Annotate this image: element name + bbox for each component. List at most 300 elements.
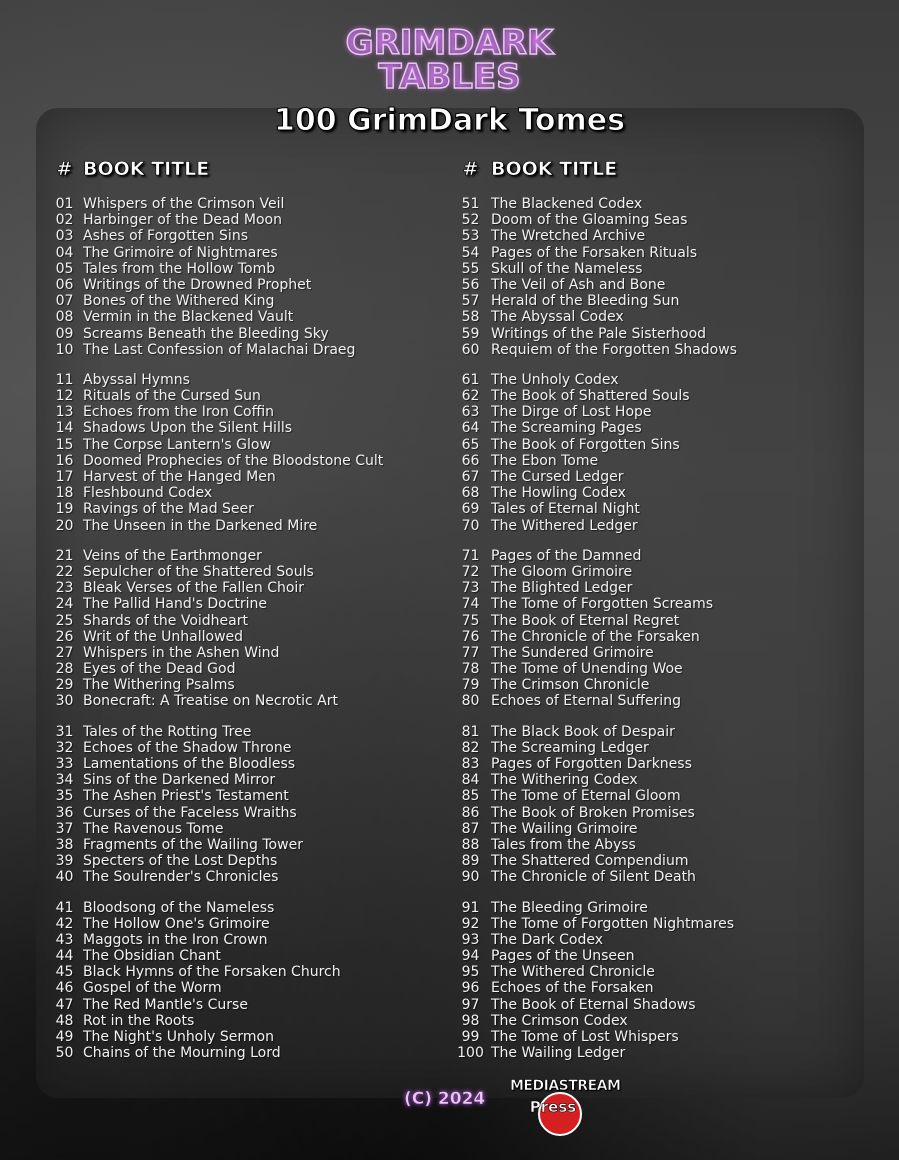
book-title: Maggots in the Iron Crown <box>83 931 268 948</box>
book-row <box>46 309 383 325</box>
book-title: Writings of the Pale Sisterhood <box>491 325 707 342</box>
book-row <box>46 756 383 772</box>
book-row <box>46 372 383 388</box>
book-number: 98 <box>461 1012 480 1029</box>
book-title: Fragments of the Wailing Tower <box>83 836 303 853</box>
book-row <box>450 980 737 996</box>
book-title: Gospel of the Worm <box>83 980 222 997</box>
book-row <box>450 756 737 772</box>
book-number: 77 <box>461 644 480 661</box>
book-row <box>46 740 383 756</box>
book-title: The Book of Broken Promises <box>491 804 695 821</box>
book-number: 38 <box>55 836 74 853</box>
book-row <box>46 1013 383 1029</box>
book-title: The Tome of Eternal Gloom <box>491 788 681 805</box>
book-number: 51 <box>461 196 480 212</box>
book-row <box>46 293 383 309</box>
book-row <box>46 501 383 517</box>
book-title: Black Hymns of the Forsaken Church <box>83 964 341 981</box>
book-group <box>450 900 737 1062</box>
book-title: Shadows Upon the Silent Hills <box>83 420 293 437</box>
book-number: 92 <box>461 915 480 932</box>
book-row <box>450 1045 737 1061</box>
book-title: Bleak Verses of the Fallen Choir <box>83 580 305 597</box>
book-row <box>46 932 383 948</box>
right-book-list <box>450 196 737 1061</box>
book-row <box>46 1029 383 1045</box>
book-title: Tales from the Abyss <box>491 836 636 853</box>
book-group <box>46 548 383 710</box>
book-row <box>450 293 737 309</box>
book-number: 24 <box>55 596 74 613</box>
book-title: Shards of the Voidheart <box>83 612 248 629</box>
book-title: The Howling Codex <box>491 485 626 502</box>
book-row <box>46 772 383 788</box>
book-number: 82 <box>461 739 480 756</box>
book-row <box>46 964 383 980</box>
book-title: Writ of the Unhallowed <box>83 628 244 645</box>
book-row <box>450 453 737 469</box>
book-title: Harvest of the Hanged Men <box>83 469 276 485</box>
book-row <box>46 805 383 821</box>
book-number: 90 <box>461 869 480 886</box>
book-number: 06 <box>55 276 74 293</box>
book-row <box>450 837 737 853</box>
book-number: 72 <box>461 563 480 580</box>
book-number: 26 <box>55 628 74 645</box>
book-row <box>46 580 383 596</box>
book-group <box>450 196 737 358</box>
book-row <box>46 518 383 534</box>
book-number: 88 <box>461 836 480 853</box>
book-title: Veins of the Earthmonger <box>83 547 262 564</box>
book-title: Fleshbound Codex <box>83 485 213 502</box>
book-title: The Ebon Tome <box>491 452 599 469</box>
book-row <box>46 629 383 645</box>
book-title: The Gloom Grimoire <box>491 563 633 580</box>
book-title: The Withered Chronicle <box>491 964 655 981</box>
book-title: Ravings of the Mad Seer <box>83 501 254 518</box>
book-row <box>46 661 383 677</box>
book-title: Pages of Forgotten Darkness <box>491 756 692 772</box>
book-row <box>450 596 737 612</box>
book-title: Sins of the Darkened Mirror <box>83 772 276 789</box>
book-row <box>450 740 737 756</box>
book-title: Tales from the Hollow Tomb <box>83 260 276 277</box>
book-title: The Bleeding Grimoire <box>491 899 648 916</box>
book-number: 05 <box>55 260 74 277</box>
book-row <box>46 404 383 420</box>
book-row <box>46 453 383 469</box>
book-row <box>450 724 737 740</box>
book-number: 69 <box>461 501 480 518</box>
book-number: 48 <box>55 1012 74 1029</box>
book-number: 20 <box>55 517 74 534</box>
book-title: Harbinger of the Dead Moon <box>83 212 282 229</box>
book-title: The Wailing Grimoire <box>491 820 638 837</box>
book-number: 81 <box>461 723 480 740</box>
book-number: 39 <box>55 853 74 870</box>
book-title: Writings of the Drowned Prophet <box>83 276 312 293</box>
book-number: 13 <box>55 404 74 421</box>
book-title: Lamentations of the Bloodless <box>83 756 296 772</box>
book-row <box>450 788 737 804</box>
book-row <box>450 677 737 693</box>
book-title: The Dirge of Lost Hope <box>491 404 652 421</box>
book-number: 25 <box>55 612 74 629</box>
book-number: 97 <box>461 996 480 1013</box>
book-title: The Screaming Pages <box>491 420 642 437</box>
book-row <box>46 948 383 964</box>
book-row <box>450 548 737 564</box>
book-row <box>46 837 383 853</box>
book-row <box>450 661 737 677</box>
book-title: The Veil of Ash and Bone <box>491 276 666 293</box>
copyright-text: (C) 2024 <box>404 1089 486 1109</box>
book-row <box>450 342 737 358</box>
book-title: The Tome of Forgotten Nightmares <box>491 915 735 932</box>
book-row <box>46 1045 383 1061</box>
book-number: 87 <box>461 820 480 837</box>
book-row <box>46 212 383 228</box>
book-row <box>450 1013 737 1029</box>
book-row <box>450 932 737 948</box>
book-title: The Ashen Priest's Testament <box>83 788 289 805</box>
book-row <box>46 548 383 564</box>
book-row <box>46 900 383 916</box>
book-title: The Grimoire of Nightmares <box>83 244 278 261</box>
book-number: 41 <box>55 899 74 916</box>
book-number: 18 <box>55 485 74 502</box>
book-number: 36 <box>55 804 74 821</box>
book-row <box>450 964 737 980</box>
book-title: The Chronicle of Silent Death <box>491 869 696 886</box>
book-row <box>46 980 383 996</box>
book-title: The Book of Eternal Regret <box>491 612 680 629</box>
book-number: 94 <box>461 948 480 965</box>
book-number: 14 <box>55 420 74 437</box>
book-number: 56 <box>461 276 480 293</box>
book-title: The Tome of Forgotten Screams <box>491 596 714 613</box>
logo-line-1: GRIMDARK <box>345 23 554 63</box>
number-header: # <box>56 158 73 180</box>
book-number: 83 <box>461 756 480 772</box>
book-title: Requiem of the Forgotten Shadows <box>491 341 737 358</box>
book-title: Vermin in the Blackened Vault <box>83 309 294 326</box>
book-number: 85 <box>461 788 480 805</box>
book-number: 67 <box>461 469 480 485</box>
book-row <box>450 388 737 404</box>
book-row <box>450 420 737 436</box>
book-title: The Pallid Hand's Doctrine <box>83 596 268 613</box>
book-number: 27 <box>55 644 74 661</box>
book-title: The Unseen in the Darkened Mire <box>83 517 318 534</box>
book-row <box>450 853 737 869</box>
book-title: Specters of the Lost Depths <box>83 853 278 870</box>
book-title: Echoes of the Forsaken <box>491 980 654 997</box>
book-title: The Hollow One's Grimoire <box>83 915 270 932</box>
book-number: 100 <box>457 1045 484 1062</box>
book-row <box>450 404 737 420</box>
publisher-name: MEDIASTREAM <box>510 1078 621 1094</box>
book-row <box>46 437 383 453</box>
book-number: 01 <box>55 196 74 212</box>
book-title: Rot in the Roots <box>83 1012 195 1029</box>
book-title: Screams Beneath the Bleeding Sky <box>83 325 329 342</box>
book-number: 55 <box>461 260 480 277</box>
book-number: 70 <box>461 517 480 534</box>
book-title: The Book of Shattered Souls <box>491 388 690 405</box>
book-row <box>46 261 383 277</box>
book-row <box>450 916 737 932</box>
book-number: 78 <box>461 661 480 678</box>
book-row <box>450 469 737 485</box>
book-row <box>450 613 737 629</box>
book-row <box>450 261 737 277</box>
number-header: # <box>462 158 479 180</box>
book-title: The Blighted Ledger <box>491 580 633 597</box>
book-title: The Corpse Lantern's Glow <box>83 436 271 453</box>
book-row <box>46 869 383 885</box>
book-row <box>450 212 737 228</box>
book-title-header: BOOK TITLE <box>83 158 210 180</box>
book-row <box>46 853 383 869</box>
book-number: 44 <box>55 948 74 965</box>
left-book-list <box>46 196 383 1061</box>
book-number: 43 <box>55 931 74 948</box>
book-title: Tales of the Rotting Tree <box>83 723 252 740</box>
book-row <box>46 677 383 693</box>
book-row <box>450 1029 737 1045</box>
book-title: The Book of Eternal Shadows <box>491 996 696 1013</box>
book-number: 47 <box>55 996 74 1013</box>
left-column <box>46 158 383 1061</box>
book-title: The Shattered Compendium <box>491 853 689 870</box>
book-title: The Crimson Codex <box>491 1012 628 1029</box>
book-number: 61 <box>461 371 480 388</box>
book-title: The Withering Codex <box>491 772 638 789</box>
book-title: The Crimson Chronicle <box>491 677 650 694</box>
book-title: Bonecraft: A Treatise on Necrotic Art <box>83 693 338 710</box>
book-number: 63 <box>461 404 480 421</box>
book-title: Whispers of the Crimson Veil <box>83 196 285 212</box>
book-number: 60 <box>461 341 480 358</box>
book-row <box>46 277 383 293</box>
book-row <box>450 629 737 645</box>
book-group <box>450 548 737 710</box>
book-number: 68 <box>461 485 480 502</box>
book-title: Rituals of the Cursed Sun <box>83 388 261 405</box>
book-number: 17 <box>55 469 74 485</box>
book-number: 49 <box>55 1029 74 1045</box>
book-number: 62 <box>461 388 480 405</box>
book-title: The Soulrender's Chronicles <box>83 869 279 886</box>
book-row <box>46 693 383 709</box>
book-row <box>450 277 737 293</box>
book-number: 99 <box>461 1029 480 1045</box>
book-row <box>46 196 383 212</box>
book-row <box>450 564 737 580</box>
book-title: Tales of Eternal Night <box>491 501 640 518</box>
book-row <box>450 485 737 501</box>
book-number: 19 <box>55 501 74 518</box>
book-title: Abyssal Hymns <box>83 371 190 388</box>
book-row <box>46 596 383 612</box>
book-row <box>450 326 737 342</box>
book-number: 34 <box>55 772 74 789</box>
book-row <box>450 693 737 709</box>
book-title: Herald of the Bleeding Sun <box>491 293 680 310</box>
book-row <box>46 997 383 1013</box>
book-number: 71 <box>461 547 480 564</box>
book-group <box>46 372 383 534</box>
logo-line-2: TABLES <box>378 57 521 97</box>
book-row <box>450 437 737 453</box>
book-row <box>450 821 737 837</box>
book-number: 84 <box>461 772 480 789</box>
book-group <box>450 372 737 534</box>
book-row <box>450 900 737 916</box>
book-title: The Dark Codex <box>491 931 604 948</box>
book-row <box>46 342 383 358</box>
book-number: 93 <box>461 931 480 948</box>
book-row <box>450 869 737 885</box>
book-number: 80 <box>461 693 480 710</box>
book-title: Doom of the Gloaming Seas <box>491 212 688 229</box>
book-number: 15 <box>55 436 74 453</box>
book-title: Bloodsong of the Nameless <box>83 899 275 916</box>
book-number: 30 <box>55 693 74 710</box>
page-title: 100 GrimDark Tomes <box>274 103 625 138</box>
book-number: 74 <box>461 596 480 613</box>
book-title: The Chronicle of the Forsaken <box>491 628 700 645</box>
book-number: 89 <box>461 853 480 870</box>
book-group <box>46 196 383 358</box>
book-number: 59 <box>461 325 480 342</box>
book-title: The Last Confession of Malachai Draeg <box>83 341 356 358</box>
book-number: 66 <box>461 452 480 469</box>
grimdark-tables-logo <box>0 23 899 97</box>
book-row <box>450 372 737 388</box>
book-row <box>450 518 737 534</box>
book-title-header: BOOK TITLE <box>491 158 618 180</box>
book-number: 57 <box>461 293 480 310</box>
book-number: 08 <box>55 309 74 326</box>
mediastream-press-logo <box>510 1076 621 1134</box>
book-title: The Sundered Grimoire <box>491 644 654 661</box>
book-row <box>450 309 737 325</box>
book-row <box>450 228 737 244</box>
book-number: 58 <box>461 309 480 326</box>
book-title: Bones of the Withered King <box>83 293 275 310</box>
book-title: Whispers in the Ashen Wind <box>83 644 280 661</box>
book-title: Skull of the Nameless <box>491 260 643 277</box>
right-column <box>450 158 737 1061</box>
book-number: 11 <box>55 371 74 388</box>
book-title: The Black Book of Despair <box>491 723 675 740</box>
book-group <box>46 900 383 1062</box>
book-row <box>450 501 737 517</box>
book-title: Pages of the Damned <box>491 547 642 564</box>
book-title: The Book of Forgotten Sins <box>491 436 680 453</box>
book-number: 35 <box>55 788 74 805</box>
book-row <box>450 580 737 596</box>
book-title: The Cursed Ledger <box>491 469 624 485</box>
book-number: 91 <box>461 899 480 916</box>
book-title: Echoes from the Iron Coffin <box>83 404 275 421</box>
book-number: 04 <box>55 244 74 261</box>
book-number: 21 <box>55 547 74 564</box>
book-number: 95 <box>461 964 480 981</box>
book-number: 31 <box>55 723 74 740</box>
book-number: 50 <box>55 1045 74 1062</box>
book-row <box>450 645 737 661</box>
book-number: 22 <box>55 563 74 580</box>
book-title: The Blackened Codex <box>491 196 643 212</box>
book-title: Echoes of the Shadow Throne <box>83 739 292 756</box>
book-number: 37 <box>55 820 74 837</box>
book-number: 16 <box>55 452 74 469</box>
book-row <box>46 485 383 501</box>
book-row <box>46 388 383 404</box>
book-number: 73 <box>461 580 480 597</box>
book-title: The Wailing Ledger <box>491 1045 626 1062</box>
book-number: 07 <box>55 293 74 310</box>
book-row <box>46 469 383 485</box>
book-number: 54 <box>461 244 480 261</box>
book-title: Curses of the Faceless Wraiths <box>83 804 297 821</box>
book-row <box>46 645 383 661</box>
book-row <box>450 805 737 821</box>
book-title: The Screaming Ledger <box>491 739 649 756</box>
book-title: The Tome of Lost Whispers <box>491 1029 679 1045</box>
book-title: Pages of the Forsaken Rituals <box>491 244 698 261</box>
book-row <box>46 326 383 342</box>
book-row <box>46 228 383 244</box>
book-row <box>46 788 383 804</box>
book-number: 32 <box>55 739 74 756</box>
book-number: 53 <box>461 228 480 245</box>
book-title: Chains of the Mourning Lord <box>83 1045 281 1062</box>
book-row <box>46 724 383 740</box>
book-title: The Abyssal Codex <box>491 309 624 326</box>
book-number: 33 <box>55 756 74 772</box>
book-number: 28 <box>55 661 74 678</box>
right-column-header <box>450 158 737 188</box>
book-number: 10 <box>55 341 74 358</box>
book-number: 45 <box>55 964 74 981</box>
book-number: 40 <box>55 869 74 886</box>
book-title: Echoes of Eternal Suffering <box>491 693 681 710</box>
book-number: 52 <box>461 212 480 229</box>
book-title: The Withered Ledger <box>491 517 638 534</box>
book-row <box>46 564 383 580</box>
book-number: 12 <box>55 388 74 405</box>
left-column-header <box>46 158 383 188</box>
publisher-press: Press <box>529 1098 577 1116</box>
book-title: Eyes of the Dead God <box>83 661 236 678</box>
book-number: 79 <box>461 677 480 694</box>
book-number: 03 <box>55 228 74 245</box>
book-title: Ashes of Forgotten Sins <box>83 228 248 245</box>
book-row <box>46 420 383 436</box>
book-row <box>46 916 383 932</box>
book-title: The Obsidian Chant <box>83 948 221 965</box>
book-row <box>46 613 383 629</box>
book-number: 23 <box>55 580 74 597</box>
book-title: The Night's Unholy Sermon <box>83 1029 274 1045</box>
book-number: 76 <box>461 628 480 645</box>
